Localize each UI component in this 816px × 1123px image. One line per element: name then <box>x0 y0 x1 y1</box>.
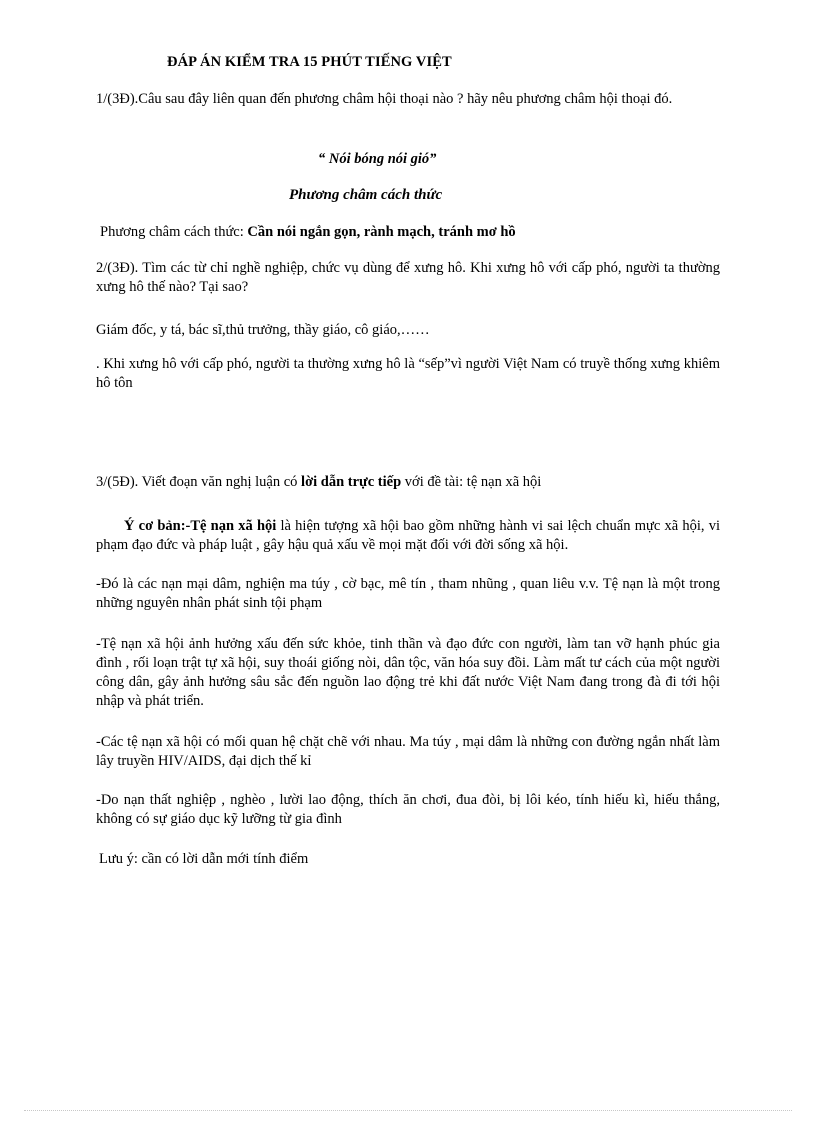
question-3-paragraph-2: -Tệ nạn xã hội ảnh hưởng xấu đến sức khỏe, tinh thần và đạo đức con người, làm tan vỡ hạnh phúc gia đình , rối loạn trật tự xã hội, suy thoái giống nòi, dân tộc, văn hóa suy đồi. Làm mất tư cách của một người công dân, gây ảnh hưởng sâu sắc đến nguồn lao động trẻ khi đất nước Việt Nam đang trong đà đi tới hội nhập và phát triển. <box>96 636 720 709</box>
question-3-prompt <box>96 473 720 492</box>
document-title: ĐÁP ÁN KIỂM TRA 15 PHÚT TIẾNG VIỆT <box>167 54 452 70</box>
question-3-prompt-bold: lời dẫn trực tiếp <box>301 474 402 490</box>
question-1-answer: Phương châm cách thức <box>289 187 443 203</box>
question-2-answer: . Khi xưng hô với cấp phó, người ta thường xưng hô là “sếp”vì người Việt Nam có truyề thống xưng khiêm hô tôn <box>96 356 720 391</box>
question-3-paragraph-1: -Đó là các nạn mại dâm, nghiện ma túy , cờ bạc, mê tín , tham nhũng , quan liêu v.v. Tệ nạn là một trong những nguyên nhân phát sinh tội phạm <box>96 576 720 611</box>
question-3-paragraph-3: -Các tệ nạn xã hội có mối quan hệ chặt chẽ với nhau. Ma túy , mại dâm là những con đường ngắn nhất làm lây truyền HIV/AIDS, đại dịch thế kỉ <box>96 734 720 769</box>
question-1-detail-label: Phương châm cách thức: <box>100 224 248 240</box>
question-3-paragraph-4: -Do nạn thất nghiệp , nghèo , lười lao động, thích ăn chơi, đua đòi, bị lôi kéo, tính hiếu kì, hiếu thắng, không có sự giáo dục kỹ lưỡng từ gia đình <box>96 792 720 827</box>
question-3-main-idea <box>96 517 720 555</box>
question-3-main-text: là hiện tượng xã hội bao gồm những hành vi sai lệch chuẩn mực xã hội, vi phạm đạo đức và pháp luật , gây hậu quả xấu về mọi mặt đối với đời sống xã hội. <box>96 518 720 553</box>
question-3-prompt-end: với đề tài: tệ nạn xã hội <box>401 474 542 490</box>
question-3-prompt-start: 3/(5Đ). Viết đoạn văn nghị luận có <box>96 474 302 490</box>
question-1-detail-bold: Cần nói ngắn gọn, rành mạch, tránh mơ hồ <box>247 224 516 240</box>
question-2-prompt: 2/(3Đ). Tìm các từ chỉ nghề nghiệp, chức vụ dùng để xưng hô. Khi xưng hô với cấp phó, người ta thường xưng hô thế nào? Tại sao? <box>96 260 720 295</box>
question-1-detail <box>100 223 724 242</box>
grading-note: Lưu ý: cần có lời dẫn mới tính điểm <box>99 851 309 867</box>
question-3-main-bold: Ý cơ bản:-Tệ nạn xã hội <box>124 518 277 534</box>
question-2-list: Giám đốc, y tá, bác sĩ,thủ trưởng, thầy giáo, cô giáo,…… <box>96 322 430 338</box>
question-1-quote: “ Nói bóng nói gió” <box>318 151 437 167</box>
page-bottom-divider <box>24 1110 792 1111</box>
question-1-prompt: 1/(3Đ).Câu sau đây liên quan đến phương châm hội thoại nào ? hãy nêu phương châm hội thoại đó. <box>96 91 673 107</box>
